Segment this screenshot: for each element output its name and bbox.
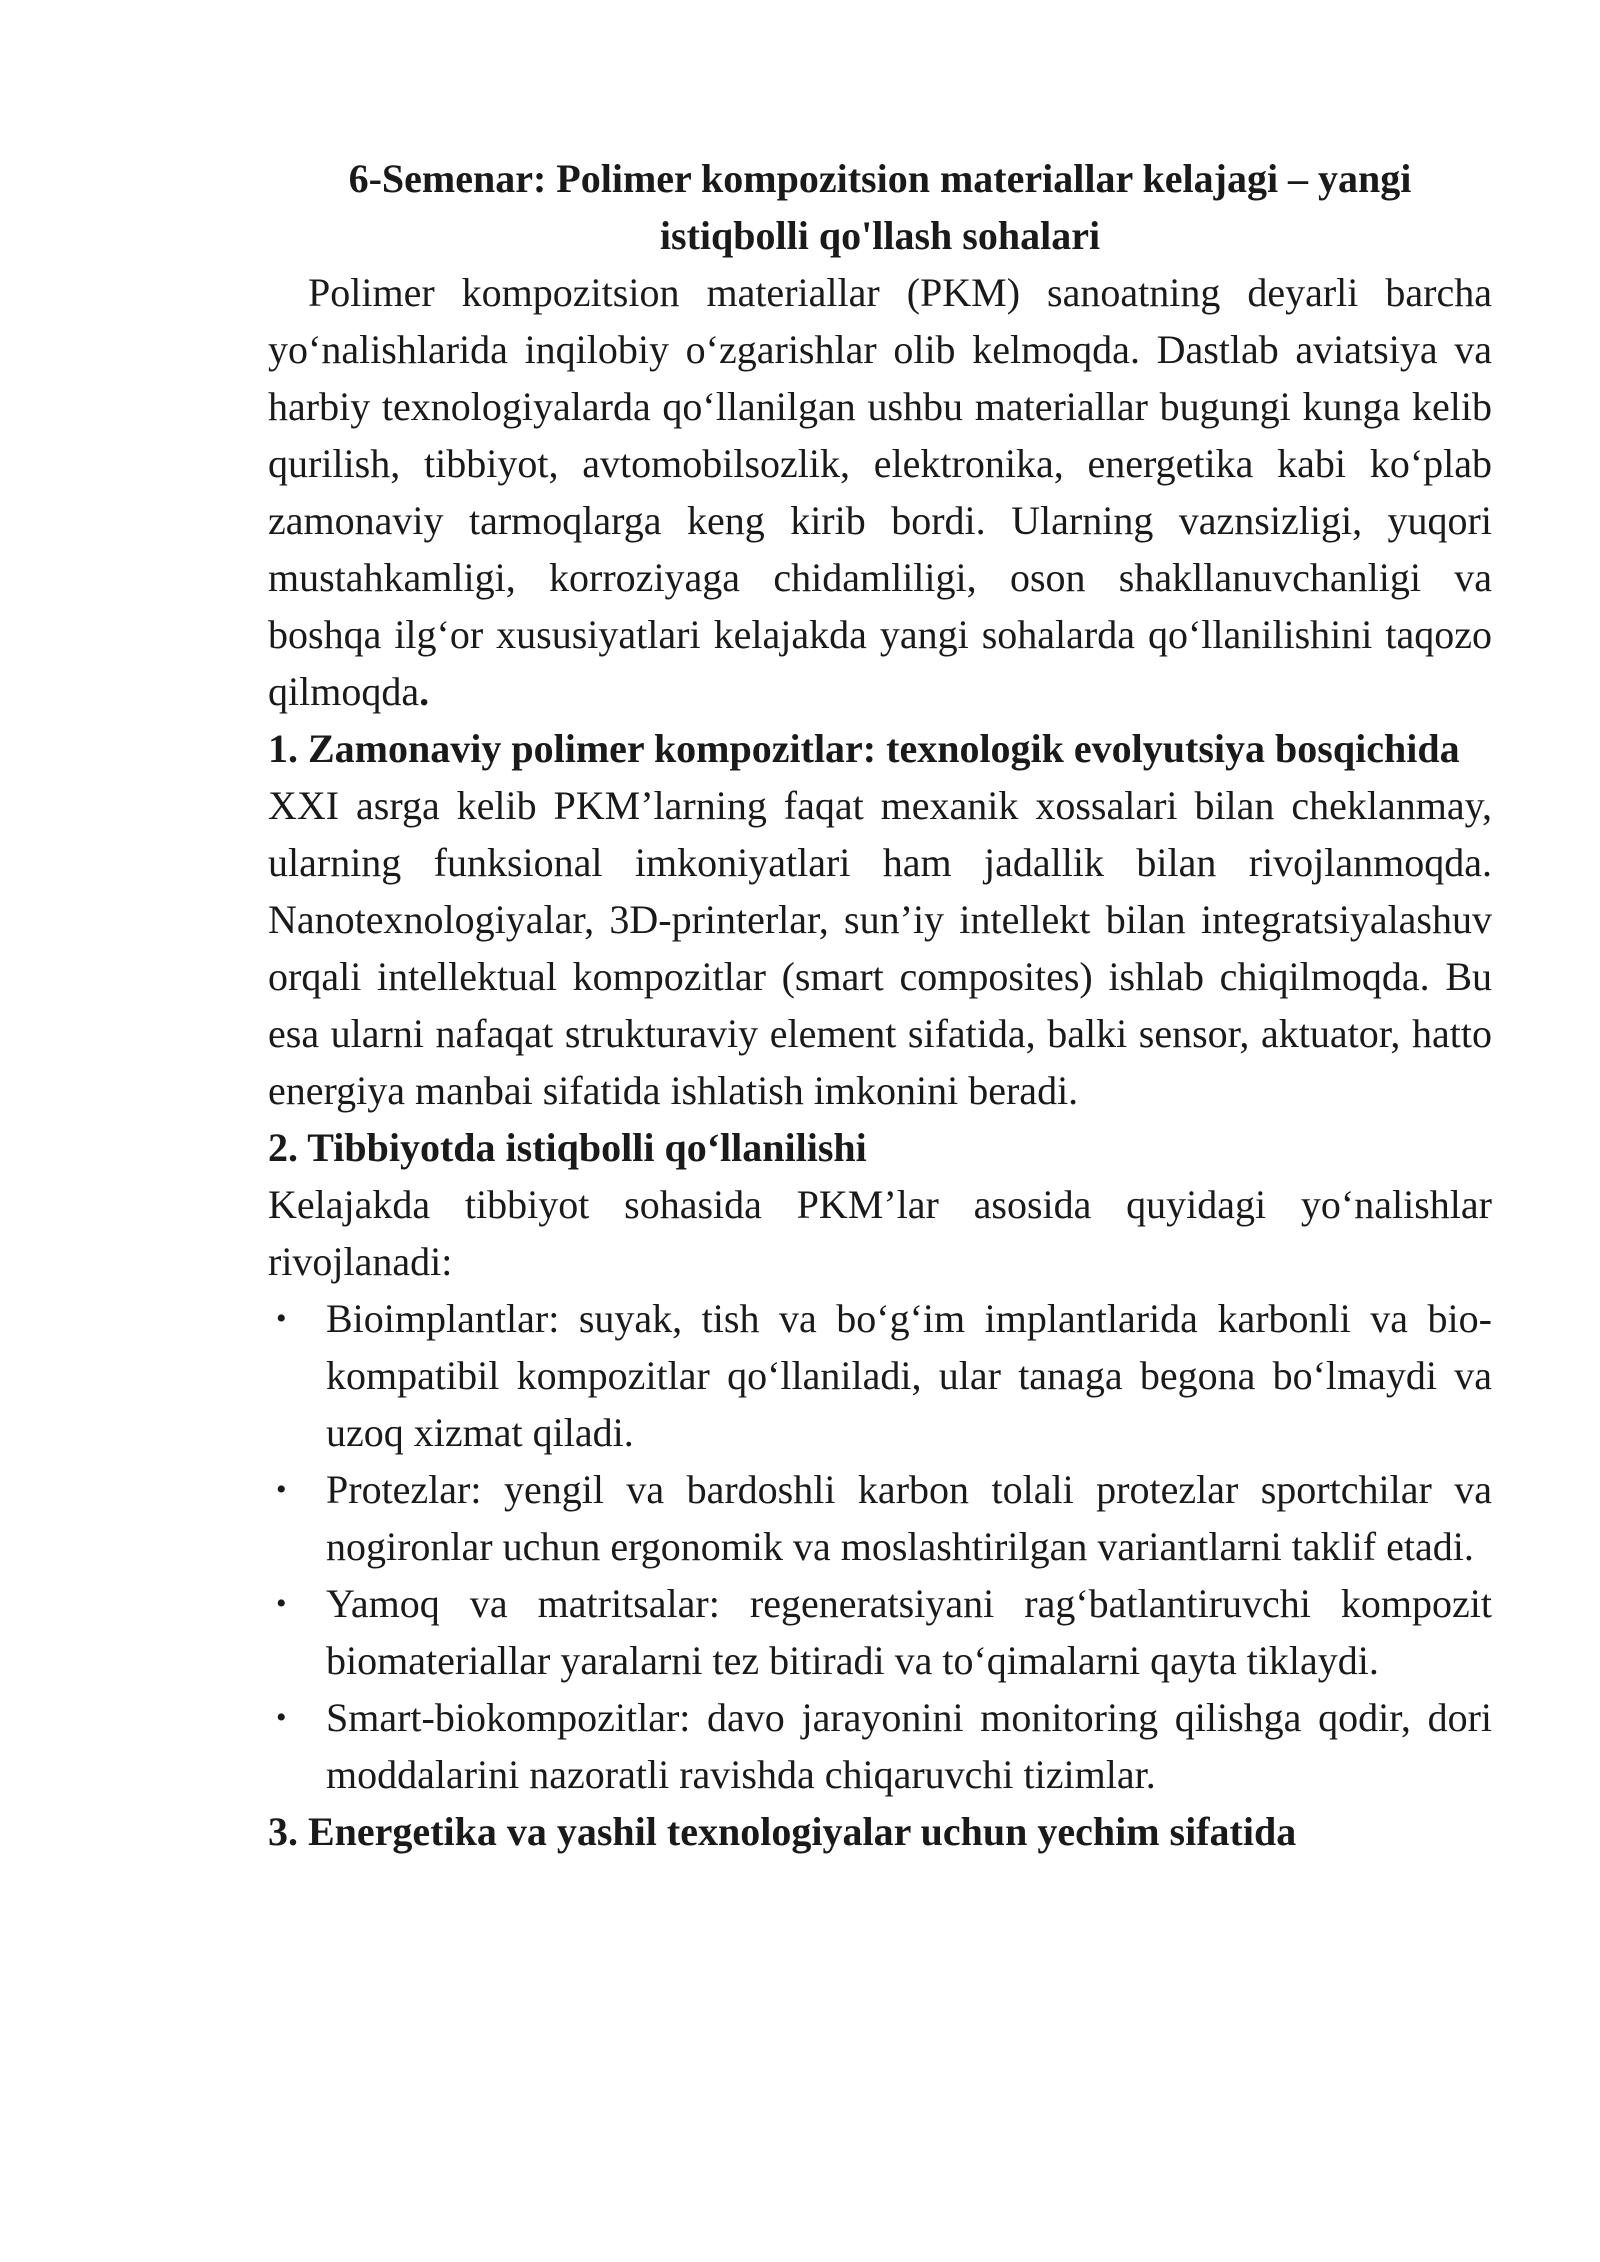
bullet-list <box>268 1290 1492 1803</box>
list-item <box>268 1461 1492 1575</box>
section-3-heading: 3. Energetika va yashil texnologiyalar uchun yechim sifatida <box>268 1809 1297 1854</box>
section-2-body: Kelajakda tibbiyot sohasida PKM’lar asosida quyidagi yoʻnalishlar rivojlanadi: <box>268 1182 1492 1284</box>
section-1-body: XXI asrga kelib PKM’larning faqat mexanik xossalari bilan cheklanmay, ularning funksional imkoniyatlari ham jadallik bilan rivojlanmoqda. Nanotexnologiyalar, 3D-printerlar, sun’iy intellekt bilan integratsiyalashuv orqali intellektual kompozitlar (smart composites) ishlab chiqilmoqda. Bu esa ularni nafaqat strukturaviy element sifatida, balki sensor, aktuator, hatto energiya manbai sifatida ishlatish imkonini beradi. <box>268 783 1492 1113</box>
list-item-text: Bioimplantlar: suyak, tish va boʻgʻim implantlarida karbonli va bio-kompatibil kompozitlar qoʻllaniladi, ular tanaga begona boʻlmaydi va uzoq xizmat qiladi. <box>326 1296 1492 1455</box>
bullet-icon: • <box>276 1701 287 1734</box>
list-item-text: Smart-biokompozitlar: davo jarayonini monitoring qilishga qodir, dori moddalarini nazoratli ravishda chiqaruvchi tizimlar. <box>326 1695 1492 1797</box>
intro-end-mark: . <box>419 669 430 714</box>
document-title: 6-Semenar: Polimer kompozitsion materiallar kelajagi – yangi istiqbolli qo'llash sohalari <box>348 156 1412 258</box>
document-page <box>268 150 1492 1860</box>
bullet-icon: • <box>276 1587 287 1620</box>
bullet-icon: • <box>276 1473 287 1506</box>
bullet-icon: • <box>276 1302 287 1335</box>
intro-paragraph <box>268 264 1492 720</box>
intro-text: Polimer kompozitsion materiallar (PKM) sanoatning deyarli barcha yoʻnalishlarida inqilobiy oʻzgarishlar olib kelmoqda. Dastlab aviatsiya va harbiy texnologiyalarda qoʻllanilgan ushbu materiallar bugungi kunga kelib qurilish, tibbiyot, avtomobilsozlik, elektronika, energetika kabi koʻplab zamonaviy tarmoqlarga keng kirib bordi. Ularning vaznsizligi, yuqori mustahkamligi, korroziyaga chidamliligi, oson shakllanuvchanligi va boshqa ilgʻor xususiyatlari kelajakda yangi sohalarda qoʻllanilishini taqozo qilmoqda <box>268 270 1492 714</box>
list-item <box>268 1290 1492 1461</box>
section-1-heading: 1. Zamonaviy polimer kompozitlar: texnologik evolyutsiya bosqichida <box>268 726 1460 771</box>
section-2-heading: 2. Tibbiyotda istiqbolli qoʻllanilishi <box>268 1125 867 1170</box>
list-item <box>268 1575 1492 1689</box>
list-item-text: Yamoq va matritsalar: regeneratsiyani ragʻbatlantiruvchi kompozit biomateriallar yaralarni tez bitiradi va toʻqimalarni qayta tiklaydi. <box>326 1581 1492 1683</box>
list-item-text: Protezlar: yengil va bardoshli karbon tolali protezlar sportchilar va nogironlar uchun ergonomik va moslashtirilgan variantlarni taklif etadi. <box>326 1467 1492 1569</box>
list-item <box>268 1689 1492 1803</box>
